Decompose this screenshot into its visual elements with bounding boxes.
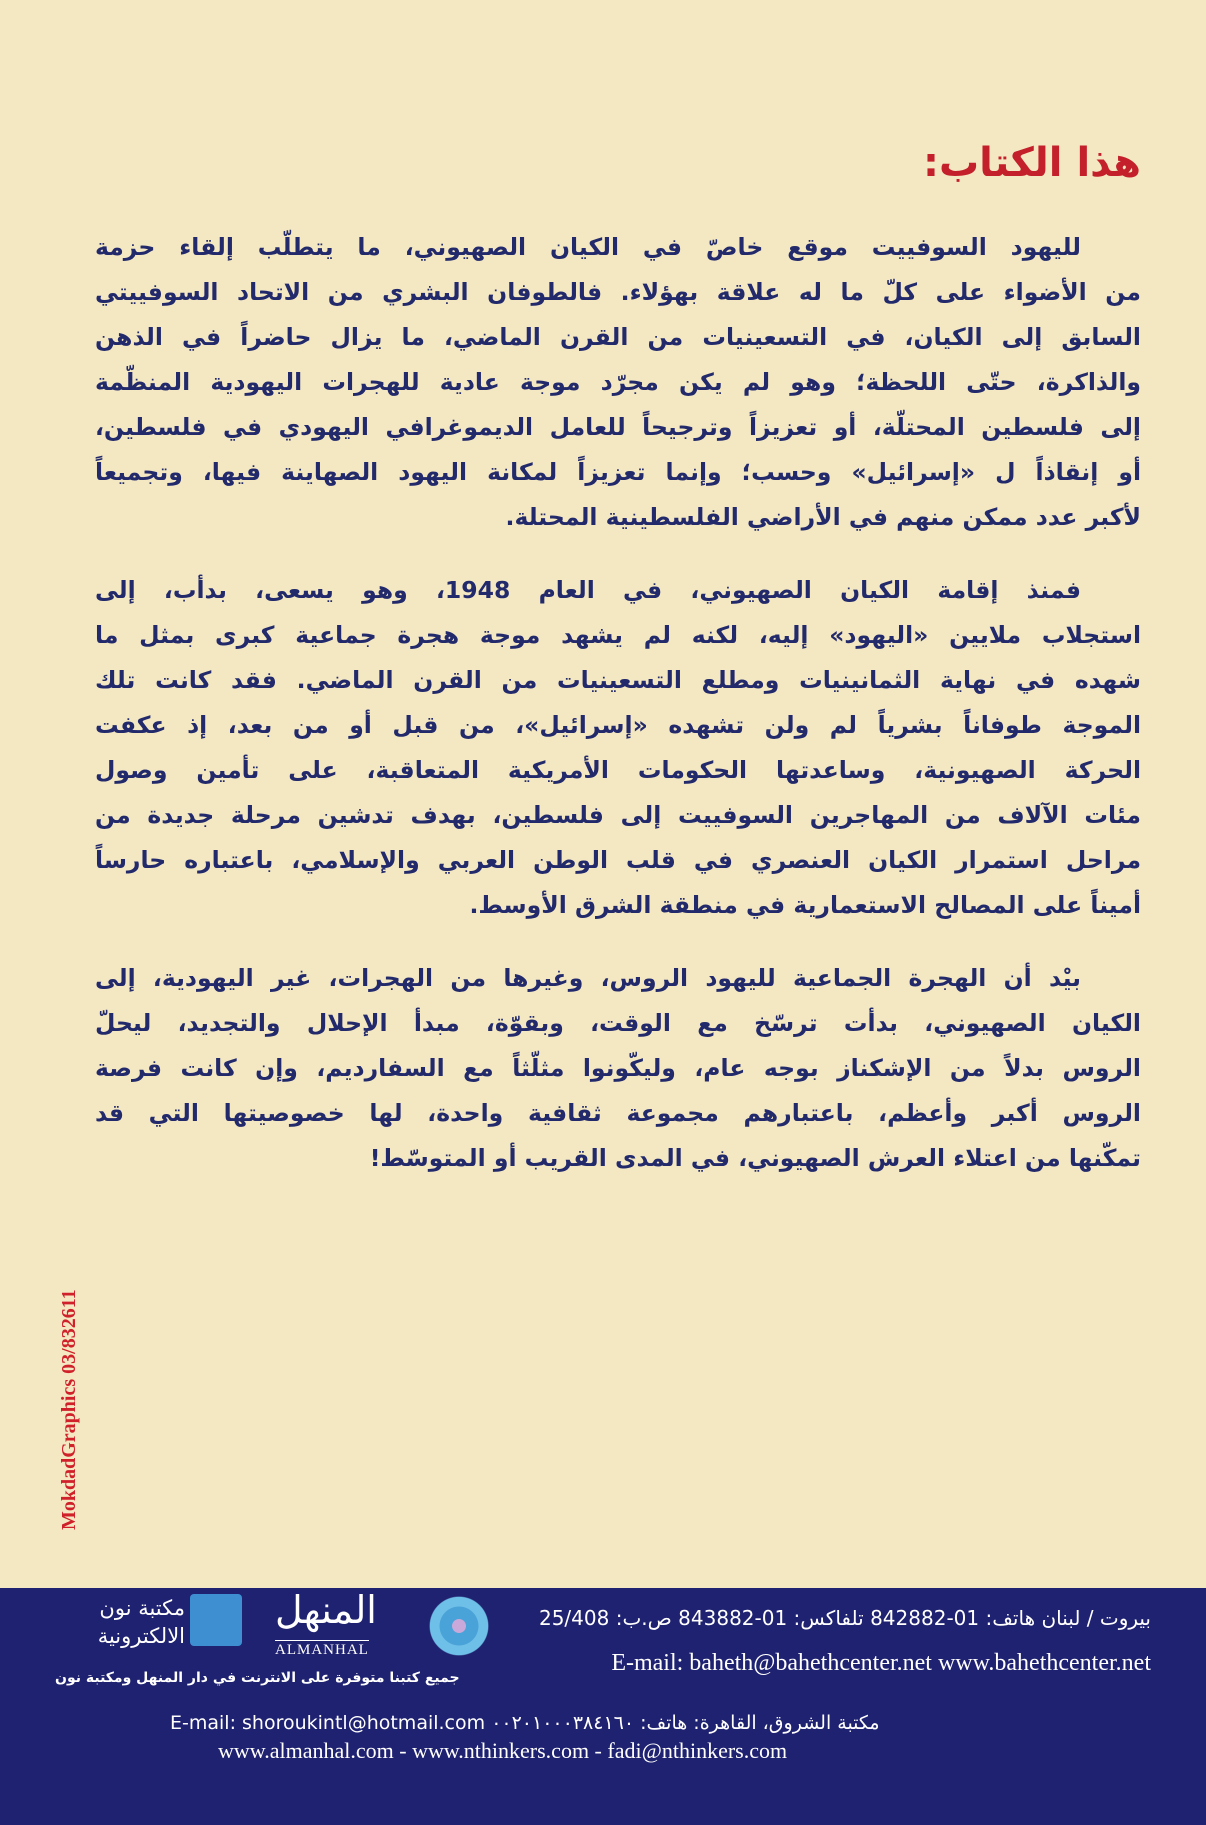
noon-logo-icon [190,1594,242,1646]
text-line: من الأضواء على كلّ ما له علاقة بهؤلاء. فالطوفان البشري من الاتحاد السوفييتي [95,278,1141,306]
almanhal-logo-en: ALMANHAL [275,1642,369,1658]
almanhal-logo-icon [425,1592,493,1660]
text-line: تمكّنها من اعتلاء العرش الصهيوني، في المدى القريب أو المتوسّط! [369,1144,1141,1172]
shorouk-contact: مكتبة الشروق، القاهرة: هاتف: ٠٠٢٠١٠٠٠٣٨٤١٦٠ E-mail: shoroukintl@hotmail.com [170,1712,880,1734]
paragraph [95,956,1141,1181]
blurb [95,225,1141,1209]
noon-library-name: مكتبة نون الالكترونية [97,1596,185,1648]
designer-credit: MokdadGraphics 03/832611 [58,1289,80,1530]
text-line: الروس بدلاً من الإشكناز بوجه عام، وليكّونوا مثلّثاً مع السفارديم، وإن كانت فرصة [95,1054,1141,1082]
text-line: شهده في نهاية الثمانينيات ومطلع التسعينيات من القرن الماضي. فقد كانت تلك [95,666,1141,694]
text-line: لليهود السوفييت موقع خاصّ في الكيان الصهيوني، ما يتطلّب إلقاء حزمة [95,233,1081,261]
almanhal-logo-ar: المنهل [275,1588,377,1632]
text-line: استجلاب ملايين «اليهود» إليه، لكنه لم يشهد موجة هجرة جماعية كبرى بمثل ما [95,621,1141,649]
text-line: لأكبر عدد ممكن منهم في الأراضي الفلسطينية المحتلة. [505,503,1141,531]
baheth-contact[interactable]: E-mail: baheth@bahethcenter.net www.bahethcenter.net [611,1650,1151,1676]
text-line: أميناً على المصالح الاستعمارية في منطقة الشرق الأوسط. [469,891,1141,919]
text-line: مراحل استمرار الكيان العنصري في قلب الوطن العربي والإسلامي، باعتباره حارساً [95,846,1141,874]
paragraph [95,568,1141,928]
text-line: الموجة طوفاناً بشرياً لم ولن تشهده «إسرائيل»، من قبل أو من بعد، إذ عكفت [95,711,1141,739]
text-line: السابق إلى الكيان، في التسعينيات من القرن الماضي، ما يزال حاضراً في الذهن [95,323,1141,351]
text-line: فمنذ إقامة الكيان الصهيوني، في العام 1948، وهو يسعى، بدأب، إلى [95,576,1081,604]
web-links[interactable]: www.almanhal.com - www.nthinkers.com - fadi@nthinkers.com [218,1738,788,1763]
text-line: والذاكرة، حتّى اللحظة؛ وهو لم يكن مجرّد موجة عادية للهجرات اليهودية المنظّمة [95,368,1141,396]
section-title: هذا الكتاب: [922,140,1141,186]
text-line: الكيان الصهيوني، بدأت ترسّخ مع الوقت، وبقوّة، مبدأ الإحلال والتجديد، ليحلّ [95,1009,1141,1037]
text-line: بيْد أن الهجرة الجماعية لليهود الروس، وغيرها من الهجرات، غير اليهودية، إلى [95,964,1081,992]
text-line: الروس أكبر وأعظم، باعتبارهم مجموعة ثقافية واحدة، لها خصوصيتها التي قد [95,1099,1141,1127]
text-line: الحركة الصهيونية، وساعدتها الحكومات الأمريكية المتعاقبة، على تأمين وصول [95,756,1141,784]
publisher-footer [0,1588,1206,1825]
text-line: أو إنقاذاً ل «إسرائيل» وحسب؛ وإنما تعزيزاً لمكانة اليهود الصهاينة فيها، وتجميعاً [95,458,1141,486]
paragraph [95,225,1141,540]
beirut-contact: بيروت / لبنان هاتف: 01-842882 تلفاكس: 01-843882 ص.ب: 25/408 [538,1606,1151,1630]
text-line: مئات الآلاف من المهاجرين السوفييت إلى فلسطين، بهدف تدشين مرحلة جديدة من [95,801,1141,829]
online-availability-note: جميع كتبنا متوفرة على الانترنت في دار المنهل ومكتبة نون [55,1670,460,1686]
text-line: إلى فلسطين المحتلّة، أو تعزيزاً وترجيحاً للعامل الديموغرافي اليهودي في فلسطين، [95,413,1141,441]
